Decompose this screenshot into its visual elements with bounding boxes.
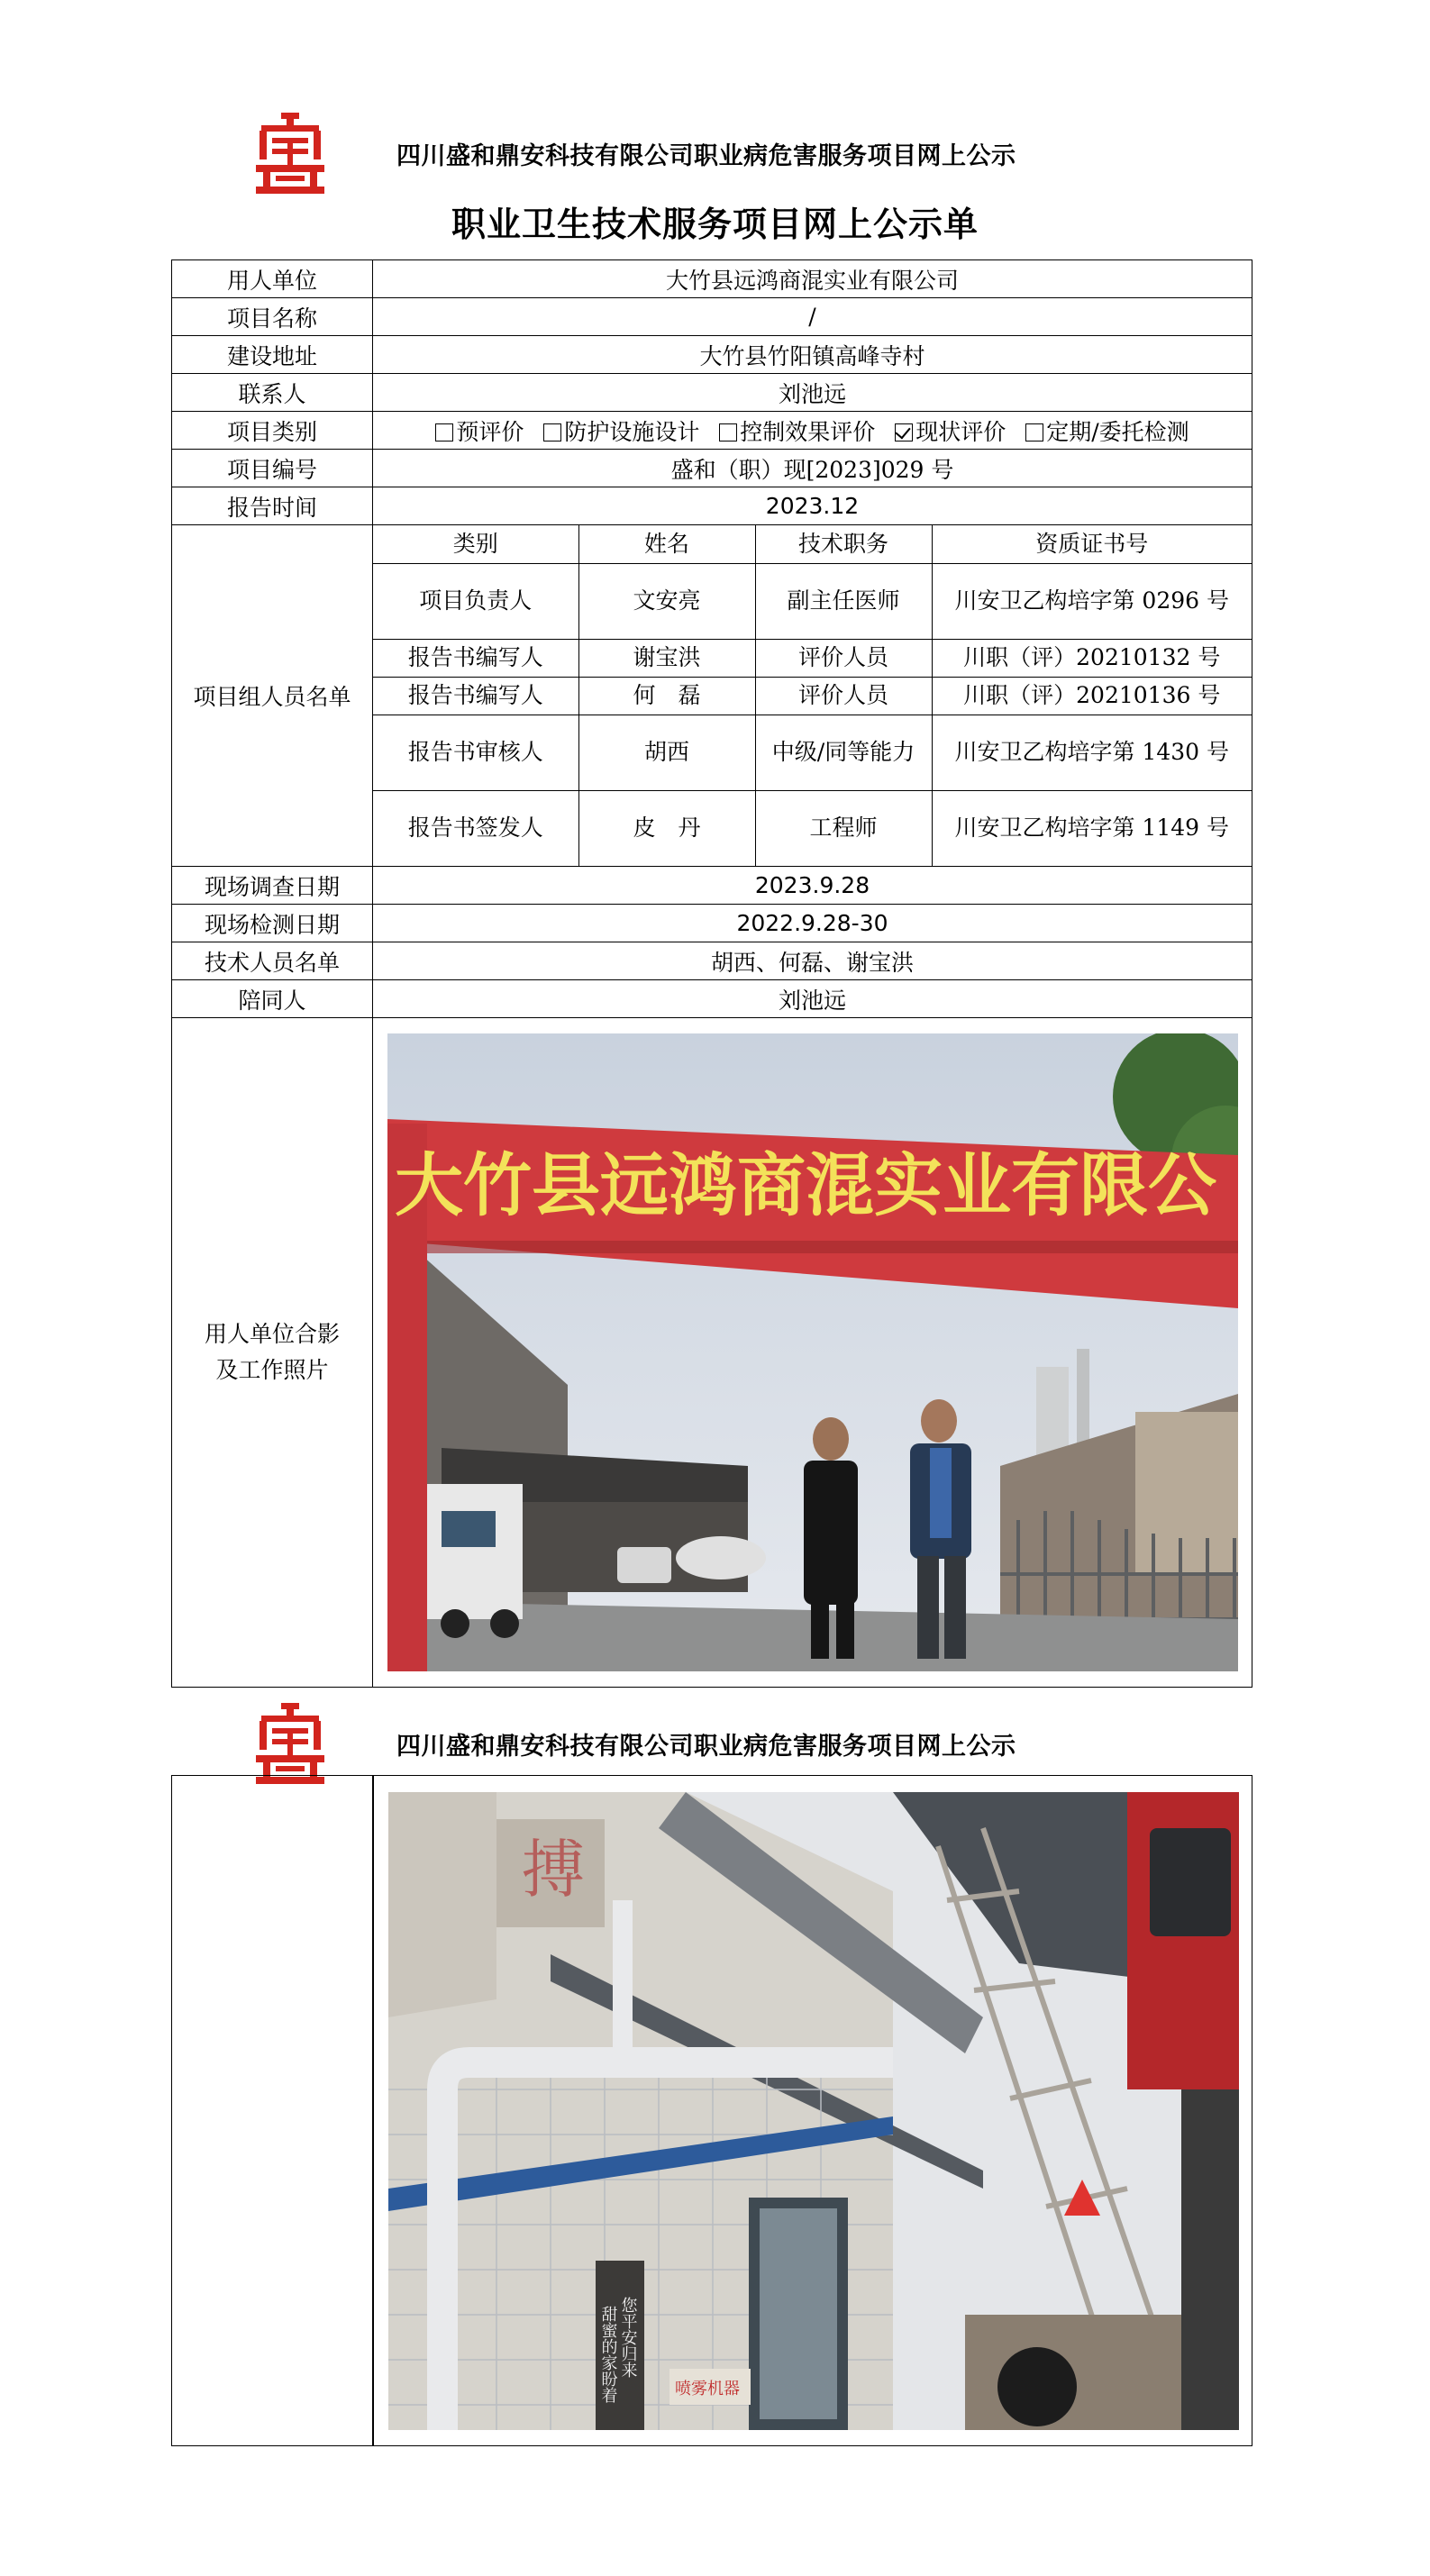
row-escort — [172, 980, 1252, 1018]
team-cell-role: 报告书签发人 — [373, 790, 578, 866]
contact-label: 联系人 — [172, 374, 373, 412]
escort-label: 陪同人 — [172, 980, 373, 1018]
address-value: 大竹县竹阳镇高峰寺村 — [373, 336, 1252, 374]
row-tech-staff — [172, 942, 1252, 980]
type-option-control-effect[interactable]: 控制效果评价 — [719, 414, 875, 447]
project-name-value: / — [373, 298, 1252, 336]
project-no-value: 盛和（职）现[2023]029 号 — [373, 450, 1252, 487]
team-row — [373, 563, 1252, 639]
row-test-date — [172, 905, 1252, 942]
type-option-pre-evaluation[interactable]: 预评价 — [435, 414, 524, 447]
team-cell-role: 报告书编写人 — [373, 677, 578, 715]
photos-label-line1: 用人单位合影 — [204, 1321, 340, 1347]
checkbox-icon — [543, 423, 561, 441]
row-address — [172, 336, 1252, 374]
company-header-title: 四川盛和鼎安科技有限公司职业病危害服务项目网上公示 — [396, 142, 1016, 170]
team-header-cell: 类别 — [373, 525, 578, 563]
escort-value: 刘池远 — [373, 980, 1252, 1018]
row-photos — [172, 1018, 1252, 1688]
address-label: 建设地址 — [172, 336, 373, 374]
employer-value: 大竹县远鸿商混实业有限公司 — [373, 260, 1252, 298]
project-type-label: 项目类别 — [172, 412, 373, 450]
table-divider — [372, 1776, 374, 2445]
team-row — [373, 715, 1252, 790]
test-date-label: 现场检测日期 — [172, 905, 373, 942]
team-cell-name: 皮 丹 — [578, 790, 755, 866]
team-cell-name: 文安亮 — [578, 563, 755, 639]
employer-label: 用人单位 — [172, 260, 373, 298]
team-label: 项目组人员名单 — [172, 525, 373, 867]
team-cell-role: 报告书审核人 — [373, 715, 578, 790]
team-cell-title: 中级/同等能力 — [755, 715, 932, 790]
project-no-label: 项目编号 — [172, 450, 373, 487]
company-logo-icon — [254, 1703, 326, 1784]
tech-staff-value: 胡西、何磊、谢宝洪 — [373, 942, 1252, 980]
wall-sign-2: 您平安归来 — [618, 2297, 638, 2378]
page-header — [0, 113, 1430, 194]
team-cell-cert: 川职（评）20210136 号 — [932, 677, 1252, 715]
team-row — [373, 790, 1252, 866]
row-survey-date — [172, 867, 1252, 905]
team-header-cell: 技术职务 — [755, 525, 932, 563]
row-team — [172, 525, 1252, 867]
survey-date-value: 2023.9.28 — [373, 867, 1252, 905]
team-row — [373, 677, 1252, 715]
company-logo-icon — [254, 113, 326, 194]
team-cell-name: 胡西 — [578, 715, 755, 790]
work-site-photo — [388, 1792, 1239, 2430]
team-cell-name: 何 磊 — [578, 677, 755, 715]
team-cell-role: 项目负责人 — [373, 563, 578, 639]
row-contact — [172, 374, 1252, 412]
team-cell-cert: 川职（评）20210132 号 — [932, 639, 1252, 677]
team-header-cell: 资质证书号 — [932, 525, 1252, 563]
photos-label — [172, 1018, 373, 1688]
photo-continuation-table — [171, 1775, 1252, 2446]
row-project-name — [172, 298, 1252, 336]
page-header-2 — [0, 1703, 1430, 1784]
tech-staff-label: 技术人员名单 — [172, 942, 373, 980]
team-cell-cert: 川安卫乙构培字第 1149 号 — [932, 790, 1252, 866]
document-title: 职业卫生技术服务项目网上公示单 — [451, 204, 979, 244]
report-time-label: 报告时间 — [172, 487, 373, 525]
test-date-value: 2022.9.28-30 — [373, 905, 1252, 942]
team-cell-name: 谢宝洪 — [578, 639, 755, 677]
team-cell-role: 报告书编写人 — [373, 639, 578, 677]
team-cell-title: 评价人员 — [755, 639, 932, 677]
type-option-status-evaluation[interactable]: 现状评价 — [895, 414, 1006, 447]
project-name-label: 项目名称 — [172, 298, 373, 336]
contact-value: 刘池远 — [373, 374, 1252, 412]
gate-sign-text: 大竹县远鸿商混实业有限公 — [394, 1145, 1216, 1225]
row-report-time — [172, 487, 1252, 525]
photo-cell-1 — [373, 1018, 1252, 1688]
checkbox-icon — [1025, 423, 1043, 441]
company-gate-group-photo — [387, 1033, 1238, 1671]
row-project-type — [172, 412, 1252, 450]
checkbox-icon — [435, 423, 453, 441]
team-subtable — [373, 525, 1252, 866]
team-cell-title: 副主任医师 — [755, 563, 932, 639]
team-cell-cert: 川安卫乙构培字第 1430 号 — [932, 715, 1252, 790]
team-header-row — [373, 525, 1252, 563]
survey-date-label: 现场调查日期 — [172, 867, 373, 905]
team-subtable-cell — [373, 525, 1252, 867]
company-header-title: 四川盛和鼎安科技有限公司职业病危害服务项目网上公示 — [396, 1733, 1016, 1761]
team-cell-title: 工程师 — [755, 790, 932, 866]
type-option-periodic-testing[interactable]: 定期/委托检测 — [1025, 414, 1189, 447]
row-employer — [172, 260, 1252, 298]
wall-sign-1: 甜蜜的家盼着 — [598, 2306, 618, 2403]
project-type-options — [373, 412, 1252, 450]
report-time-value: 2023.12 — [373, 487, 1252, 525]
team-header-cell: 姓名 — [578, 525, 755, 563]
row-project-no — [172, 450, 1252, 487]
type-option-protection-design[interactable]: 防护设施设计 — [543, 414, 699, 447]
checkbox-icon — [719, 423, 737, 441]
team-row — [373, 639, 1252, 677]
wall-character-decoration-icon: 搏 — [522, 1833, 585, 1907]
wall-sign-3: 喷雾机器 — [675, 2380, 740, 2399]
team-cell-title: 评价人员 — [755, 677, 932, 715]
disclosure-form-table — [171, 259, 1252, 1688]
photos-label-line2: 及工作照片 — [215, 1357, 329, 1383]
team-cell-cert: 川安卫乙构培字第 0296 号 — [932, 563, 1252, 639]
checked-checkbox-icon — [895, 423, 913, 441]
